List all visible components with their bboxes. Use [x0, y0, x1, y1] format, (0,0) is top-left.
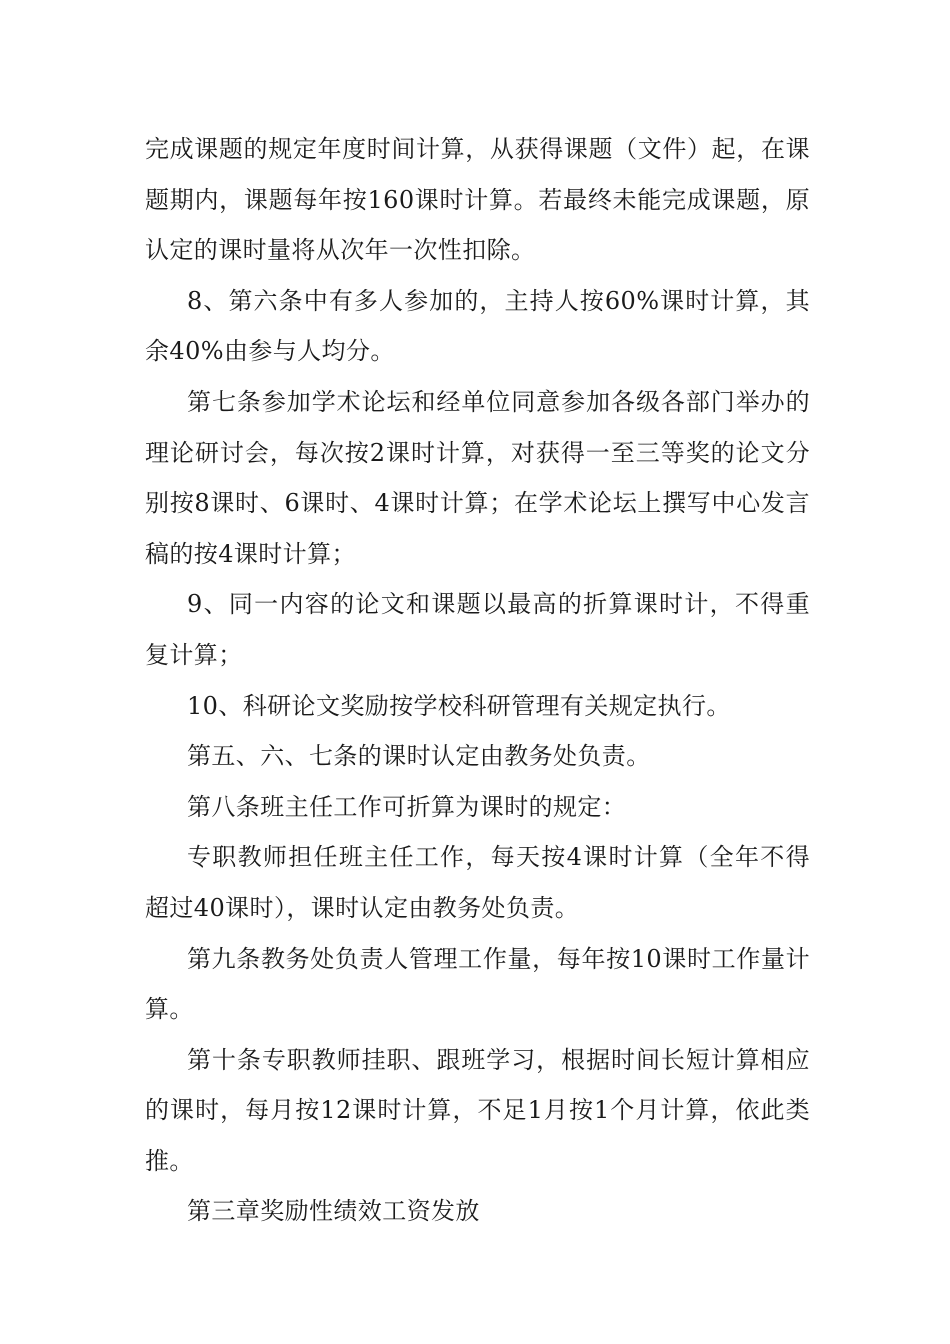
paragraph-item-10: 10、科研论文奖励按学校科研管理有关规定执行。 [187, 691, 731, 720]
paragraph-item-8: 8、第六条中有多人参加的，主持人按60%课时计算，其余40%由参与人均分。 [145, 286, 810, 366]
paragraph-article-7: 第七条参加学术论坛和经单位同意参加各级各部门举办的理论研讨会，每次按2课时计算，对获得一至三等奖的论文分别按8课时、6课时、4课时计算；在学术论坛上撰写中心发言稿的按4课时计算； [145, 387, 810, 568]
paragraph-article-8: 第八条班主任工作可折算为课时的规定： [187, 792, 627, 821]
paragraph-article-10: 第十条专职教师挂职、跟班学习，根据时间长短计算相应的课时，每月按12课时计算，不足1月按1个月计算，依此类推。 [145, 1045, 810, 1175]
paragraph-item-9: 9、同一内容的论文和课题以最高的折算课时计，不得重复计算； [145, 590, 810, 669]
paragraph-article-9: 第九条教务处负责人管理工作量，每年按10课时工作量计算。 [145, 944, 810, 1024]
chapter-3-heading: 第三章奖励性绩效工资发放 [187, 1197, 480, 1226]
paragraph-articles-5-7-note: 第五、六、七条的课时认定由教务处负责。 [187, 742, 651, 771]
document-body [145, 124, 810, 1237]
paragraph-topic-hours-continued: 完成课题的规定年度时间计算，从获得课题（文件）起，在课题期内，课题每年按160课时计算。若最终未能完成课题，原认定的课时量将从次年一次性扣除。 [145, 135, 810, 265]
paragraph-head-teacher-hours: 专职教师担任班主任工作，每天按4课时计算（全年不得超过40课时），课时认定由教务处负责。 [145, 843, 810, 922]
